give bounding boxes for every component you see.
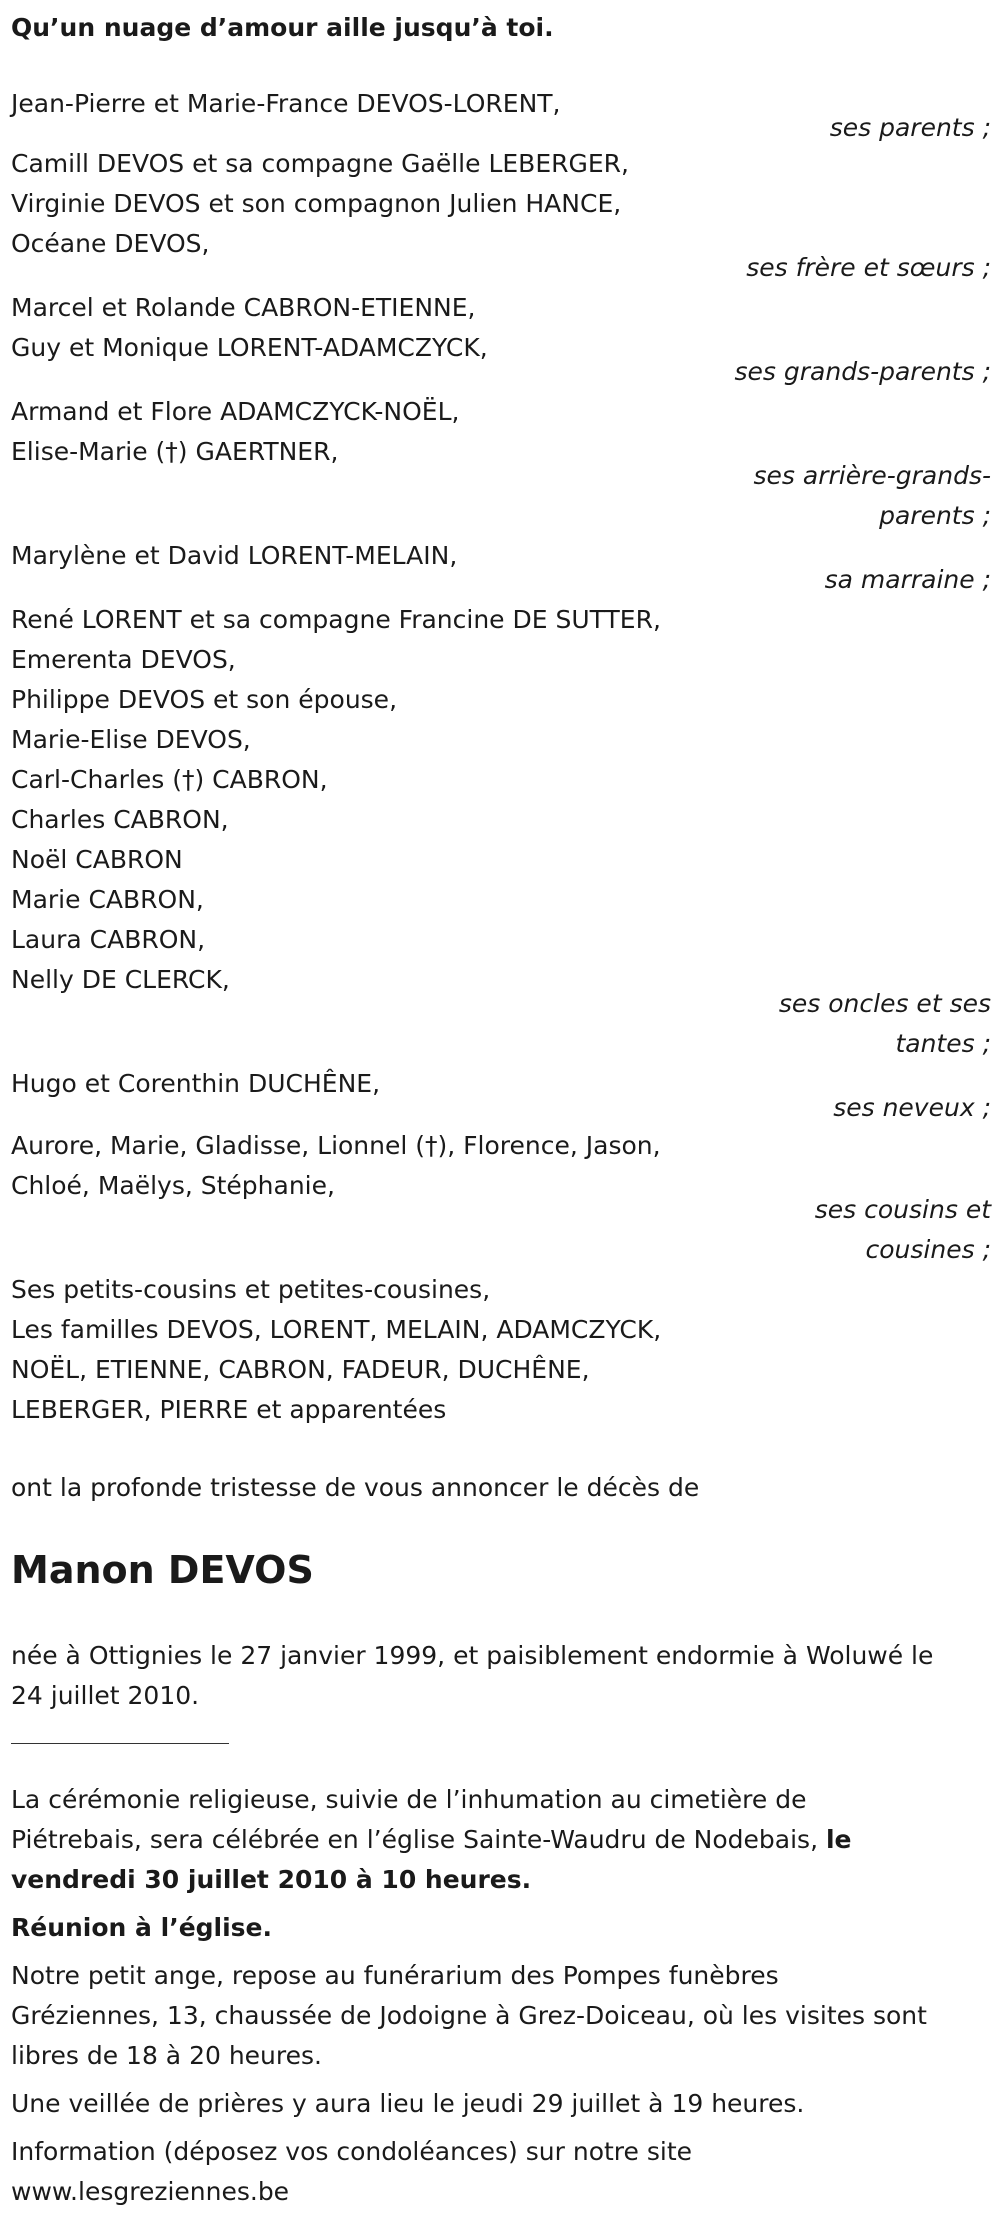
vigil-text: Une veillée de prières y aura lieu le jeudi 29 juillet à 19 heures.	[11, 2089, 805, 2118]
divider-line	[11, 1743, 229, 1744]
heading-quote: Qu’un nuage d’amour aille jusqu’à toi.	[11, 13, 554, 42]
name-line: Carl-Charles (†) CABRON,	[11, 765, 328, 794]
names-list	[11, 600, 991, 1000]
relation-label: ses grands-parents ;	[734, 357, 991, 386]
name-line: Laura CABRON,	[11, 925, 206, 954]
name-line: René LORENT et sa compagne Francine DE SUTTER,	[11, 605, 661, 634]
section-cousins	[11, 1126, 991, 1264]
section-siblings	[11, 144, 991, 282]
relation-label: ses frère et sœurs ;	[746, 253, 991, 282]
name-line: Chloé, Maëlys, Stéphanie,	[11, 1171, 335, 1200]
deceased-name: Manon DEVOS	[11, 1548, 314, 1592]
section-parents	[11, 84, 991, 142]
name-line: Virginie DEVOS et son compagnon Julien HANCE,	[11, 189, 622, 218]
name-line: Marie CABRON,	[11, 885, 204, 914]
relation-label: ses arrière-grands- parents ;	[753, 461, 991, 530]
name-line: Noël CABRON	[11, 845, 183, 874]
relation-label: sa marraine ;	[824, 565, 991, 594]
relation-label: ses cousins et cousines ;	[814, 1195, 991, 1264]
reunion-note: Réunion à l’église.	[11, 1913, 273, 1942]
name-line: Armand et Flore ADAMCZYCK-NOËL,	[11, 397, 460, 426]
website-link[interactable]: www.lesgreziennes.be	[11, 2177, 290, 2206]
ceremony-date: vendredi 30 juillet 2010 à 10 heures.	[11, 1865, 532, 1894]
birth-death-text: née à Ottignies le 27 janvier 1999, et paisiblement endormie à Woluwé le 24 juillet 2010.	[11, 1641, 934, 1710]
name-line: Emerenta DEVOS,	[11, 645, 236, 674]
name-line: Marie-Elise DEVOS,	[11, 725, 251, 754]
name-line: Aurore, Marie, Gladisse, Lionnel (†), Florence, Jason,	[11, 1131, 661, 1160]
section-grandparents	[11, 288, 991, 386]
family-line: Les familles DEVOS, LORENT, MELAIN, ADAMCZYCK,	[11, 1315, 662, 1344]
name-line: Nelly DE CLERCK,	[11, 965, 230, 994]
family-line: NOËL, ETIENNE, CABRON, FADEUR, DUCHÊNE,	[11, 1355, 590, 1384]
name-line: Philippe DEVOS et son épouse,	[11, 685, 398, 714]
ceremony-text: La cérémonie religieuse, suivie de l’inhumation au cimetière de Piétrebais, sera célébrée en l’église Sainte-Waudru de Nodebais, le vendredi 30 juillet 2010 à 10 heures.	[11, 1780, 852, 1900]
name-line: Camill DEVOS et sa compagne Gaëlle LEBERGER,	[11, 149, 629, 178]
announcement-text: ont la profonde tristesse de vous annoncer le décès de	[11, 1473, 700, 1502]
relation-label: ses oncles et ses tantes ;	[778, 989, 991, 1058]
family-line: Ses petits-cousins et petites-cousines,	[11, 1275, 491, 1304]
name-line: Jean-Pierre et Marie-France DEVOS-LORENT,	[11, 89, 561, 118]
name-line: Charles CABRON,	[11, 805, 229, 834]
name-line: Marylène et David LORENT-MELAIN,	[11, 541, 458, 570]
extended-family	[11, 1270, 661, 1430]
info-text: Information (déposez vos condoléances) sur notre site www.lesgreziennes.be	[11, 2132, 692, 2212]
names-list	[11, 144, 991, 264]
relation-label: ses neveux ;	[833, 1093, 991, 1122]
name-line: Hugo et Corenthin DUCHÊNE,	[11, 1069, 381, 1098]
family-line: LEBERGER, PIERRE et apparentées	[11, 1395, 447, 1424]
name-line: Océane DEVOS,	[11, 229, 210, 258]
section-uncles-aunts	[11, 600, 991, 1058]
section-nephews	[11, 1064, 991, 1122]
relation-label: ses parents ;	[829, 113, 991, 142]
name-line: Guy et Monique LORENT-ADAMCZYCK,	[11, 333, 488, 362]
section-godmother	[11, 536, 991, 594]
ceremony-date-emphasis: le	[825, 1825, 852, 1854]
section-great-grandparents	[11, 392, 991, 530]
name-line: Marcel et Rolande CABRON-ETIENNE,	[11, 293, 476, 322]
name-line: Elise-Marie (†) GAERTNER,	[11, 437, 339, 466]
funerarium-text: Notre petit ange, repose au funérarium des Pompes funèbres Gréziennes, 13, chaussée de Jodoigne à Grez-Doiceau, où les visites sont libres de 18 à 20 heures.	[11, 1961, 927, 2070]
